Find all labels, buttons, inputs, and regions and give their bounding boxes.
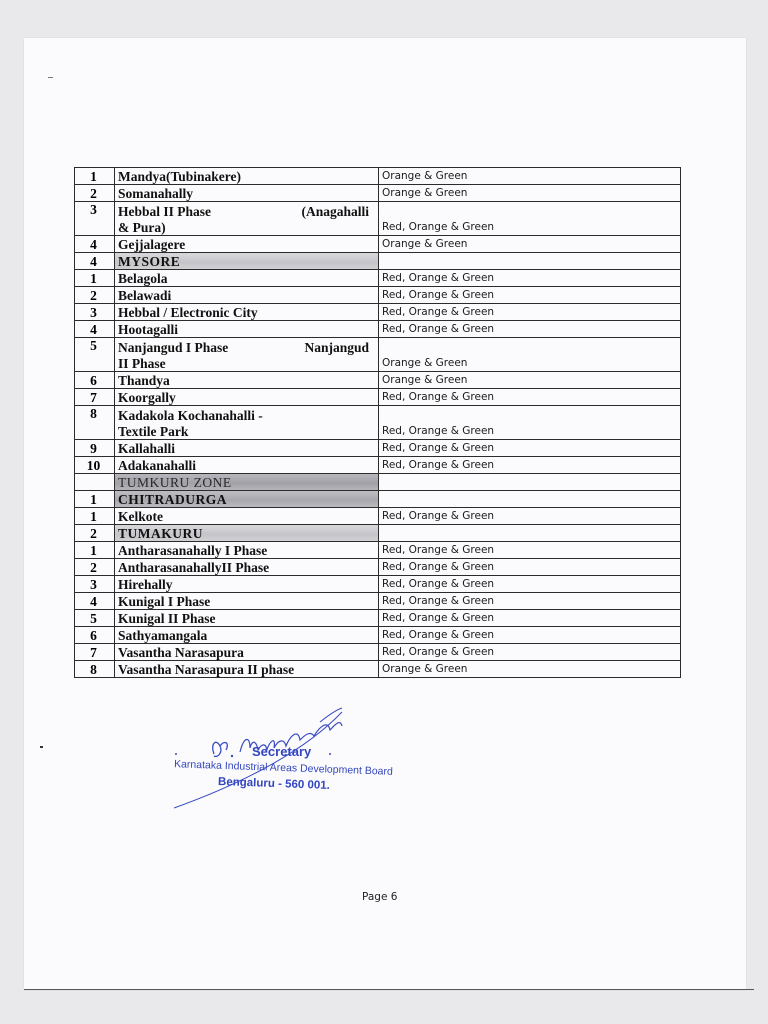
category-cell: Red, Orange & Green — [379, 406, 681, 440]
category-cell: Orange & Green — [379, 338, 681, 372]
area-name: Thandya — [115, 372, 379, 389]
table-row — [75, 287, 681, 304]
row-number: 7 — [75, 389, 115, 406]
row-number: 4 — [75, 253, 115, 270]
table-row — [75, 202, 681, 236]
area-name-part: (Anagahalli — [301, 204, 369, 219]
category-cell: Red, Orange & Green — [379, 270, 681, 287]
row-number: 2 — [75, 559, 115, 576]
area-name: Vasantha Narasapura — [115, 644, 379, 661]
scan-speck — [48, 77, 53, 78]
industrial-areas-table — [74, 167, 681, 678]
table-row — [75, 321, 681, 338]
area-name-part: Kadakola Kochanahalli - — [118, 408, 263, 423]
area-name: Koorgally — [115, 389, 379, 406]
section-header-row — [75, 253, 681, 270]
row-number: 4 — [75, 236, 115, 253]
row-number: 3 — [75, 202, 115, 236]
table-row — [75, 236, 681, 253]
stamp-title: Secretary — [252, 744, 312, 759]
category-cell: Red, Orange & Green — [379, 457, 681, 474]
area-name — [115, 202, 379, 236]
area-name: Gejjalagere — [115, 236, 379, 253]
row-number: 1 — [75, 270, 115, 287]
area-name-part: Hebbal II Phase — [118, 204, 212, 219]
row-number: 1 — [75, 491, 115, 508]
area-name: AntharasanahallyII Phase — [115, 559, 379, 576]
table-row — [75, 457, 681, 474]
area-name: Hootagalli — [115, 321, 379, 338]
table-row — [75, 389, 681, 406]
category-cell: Orange & Green — [379, 236, 681, 253]
scan-edge-line — [24, 989, 754, 990]
section-header-row — [75, 525, 681, 542]
category-cell — [379, 491, 681, 508]
row-number: 6 — [75, 372, 115, 389]
row-number: 2 — [75, 525, 115, 542]
area-name: Hirehally — [115, 576, 379, 593]
category-cell — [379, 525, 681, 542]
section-title: TUMAKURU — [115, 525, 379, 542]
row-number: 8 — [75, 406, 115, 440]
area-name: Vasantha Narasapura II phase — [115, 661, 379, 678]
area-name-part: Nanjangud — [304, 340, 369, 355]
table-row — [75, 185, 681, 202]
scan-speck — [40, 746, 43, 748]
category-cell: Red, Orange & Green — [379, 644, 681, 661]
section-header-row — [75, 491, 681, 508]
area-name — [115, 338, 379, 372]
category-cell: Red, Orange & Green — [379, 304, 681, 321]
category-cell: Red, Orange & Green — [379, 559, 681, 576]
table-row — [75, 304, 681, 321]
table-row — [75, 610, 681, 627]
table-row — [75, 406, 681, 440]
area-name: Hebbal / Electronic City — [115, 304, 379, 321]
category-cell: Red, Orange & Green — [379, 593, 681, 610]
area-name: Belawadi — [115, 287, 379, 304]
area-name: Belagola — [115, 270, 379, 287]
category-cell — [379, 474, 681, 491]
section-title: CHITRADURGA — [115, 491, 379, 508]
category-cell: Orange & Green — [379, 185, 681, 202]
page-number: Page 6 — [362, 891, 398, 903]
table-row — [75, 440, 681, 457]
category-cell: Red, Orange & Green — [379, 627, 681, 644]
area-name: Sathyamangala — [115, 627, 379, 644]
area-name: Kallahalli — [115, 440, 379, 457]
area-name: Adakanahalli — [115, 457, 379, 474]
area-name: Kunigal I Phase — [115, 593, 379, 610]
row-number: 1 — [75, 542, 115, 559]
area-name: Kunigal II Phase — [115, 610, 379, 627]
area-name-part: Nanjangud I Phase — [118, 340, 229, 355]
area-name-part: II Phase — [118, 355, 166, 371]
category-cell: Orange & Green — [379, 661, 681, 678]
area-name: Antharasanahally I Phase — [115, 542, 379, 559]
category-cell: Red, Orange & Green — [379, 321, 681, 338]
category-cell: Red, Orange & Green — [379, 287, 681, 304]
row-number: 2 — [75, 185, 115, 202]
table-row — [75, 593, 681, 610]
row-number: 1 — [75, 508, 115, 525]
category-cell: Red, Orange & Green — [379, 202, 681, 236]
category-cell: Red, Orange & Green — [379, 610, 681, 627]
category-cell: Orange & Green — [379, 372, 681, 389]
table-row — [75, 542, 681, 559]
table-row — [75, 508, 681, 525]
table-row — [75, 372, 681, 389]
row-number: 6 — [75, 627, 115, 644]
category-cell: Red, Orange & Green — [379, 508, 681, 525]
area-name-part: Textile Park — [118, 423, 189, 439]
table-row — [75, 559, 681, 576]
row-number — [75, 474, 115, 491]
table-row — [75, 661, 681, 678]
row-number: 1 — [75, 168, 115, 185]
stamp-organization: Karnataka Industrial Areas Development Board — [173, 758, 394, 778]
row-number: 5 — [75, 338, 115, 372]
row-number: 10 — [75, 457, 115, 474]
category-cell: Red, Orange & Green — [379, 440, 681, 457]
area-name: Somanahally — [115, 185, 379, 202]
row-number: 4 — [75, 593, 115, 610]
table-row — [75, 168, 681, 185]
area-name: Kelkote — [115, 508, 379, 525]
row-number: 3 — [75, 576, 115, 593]
row-number: 2 — [75, 287, 115, 304]
zone-header-row — [75, 474, 681, 491]
row-number: 9 — [75, 440, 115, 457]
stamp-city: Bengaluru - 560 001. — [217, 776, 331, 792]
table-row — [75, 270, 681, 287]
area-name — [115, 406, 379, 440]
row-number: 5 — [75, 610, 115, 627]
category-cell: Red, Orange & Green — [379, 576, 681, 593]
row-number: 8 — [75, 661, 115, 678]
row-number: 4 — [75, 321, 115, 338]
table-row — [75, 576, 681, 593]
category-cell — [379, 253, 681, 270]
area-name-part: & Pura) — [118, 219, 166, 235]
row-number: 7 — [75, 644, 115, 661]
category-cell: Red, Orange & Green — [379, 389, 681, 406]
area-name: Mandya(Tubinakere) — [115, 168, 379, 185]
category-cell: Red, Orange & Green — [379, 542, 681, 559]
row-number: 3 — [75, 304, 115, 321]
table-row — [75, 644, 681, 661]
zone-title: TUMKURU ZONE — [115, 474, 379, 491]
category-cell: Orange & Green — [379, 168, 681, 185]
table-row — [75, 627, 681, 644]
official-stamp — [170, 696, 400, 826]
table-row — [75, 338, 681, 372]
section-title: MYSORE — [115, 253, 379, 270]
